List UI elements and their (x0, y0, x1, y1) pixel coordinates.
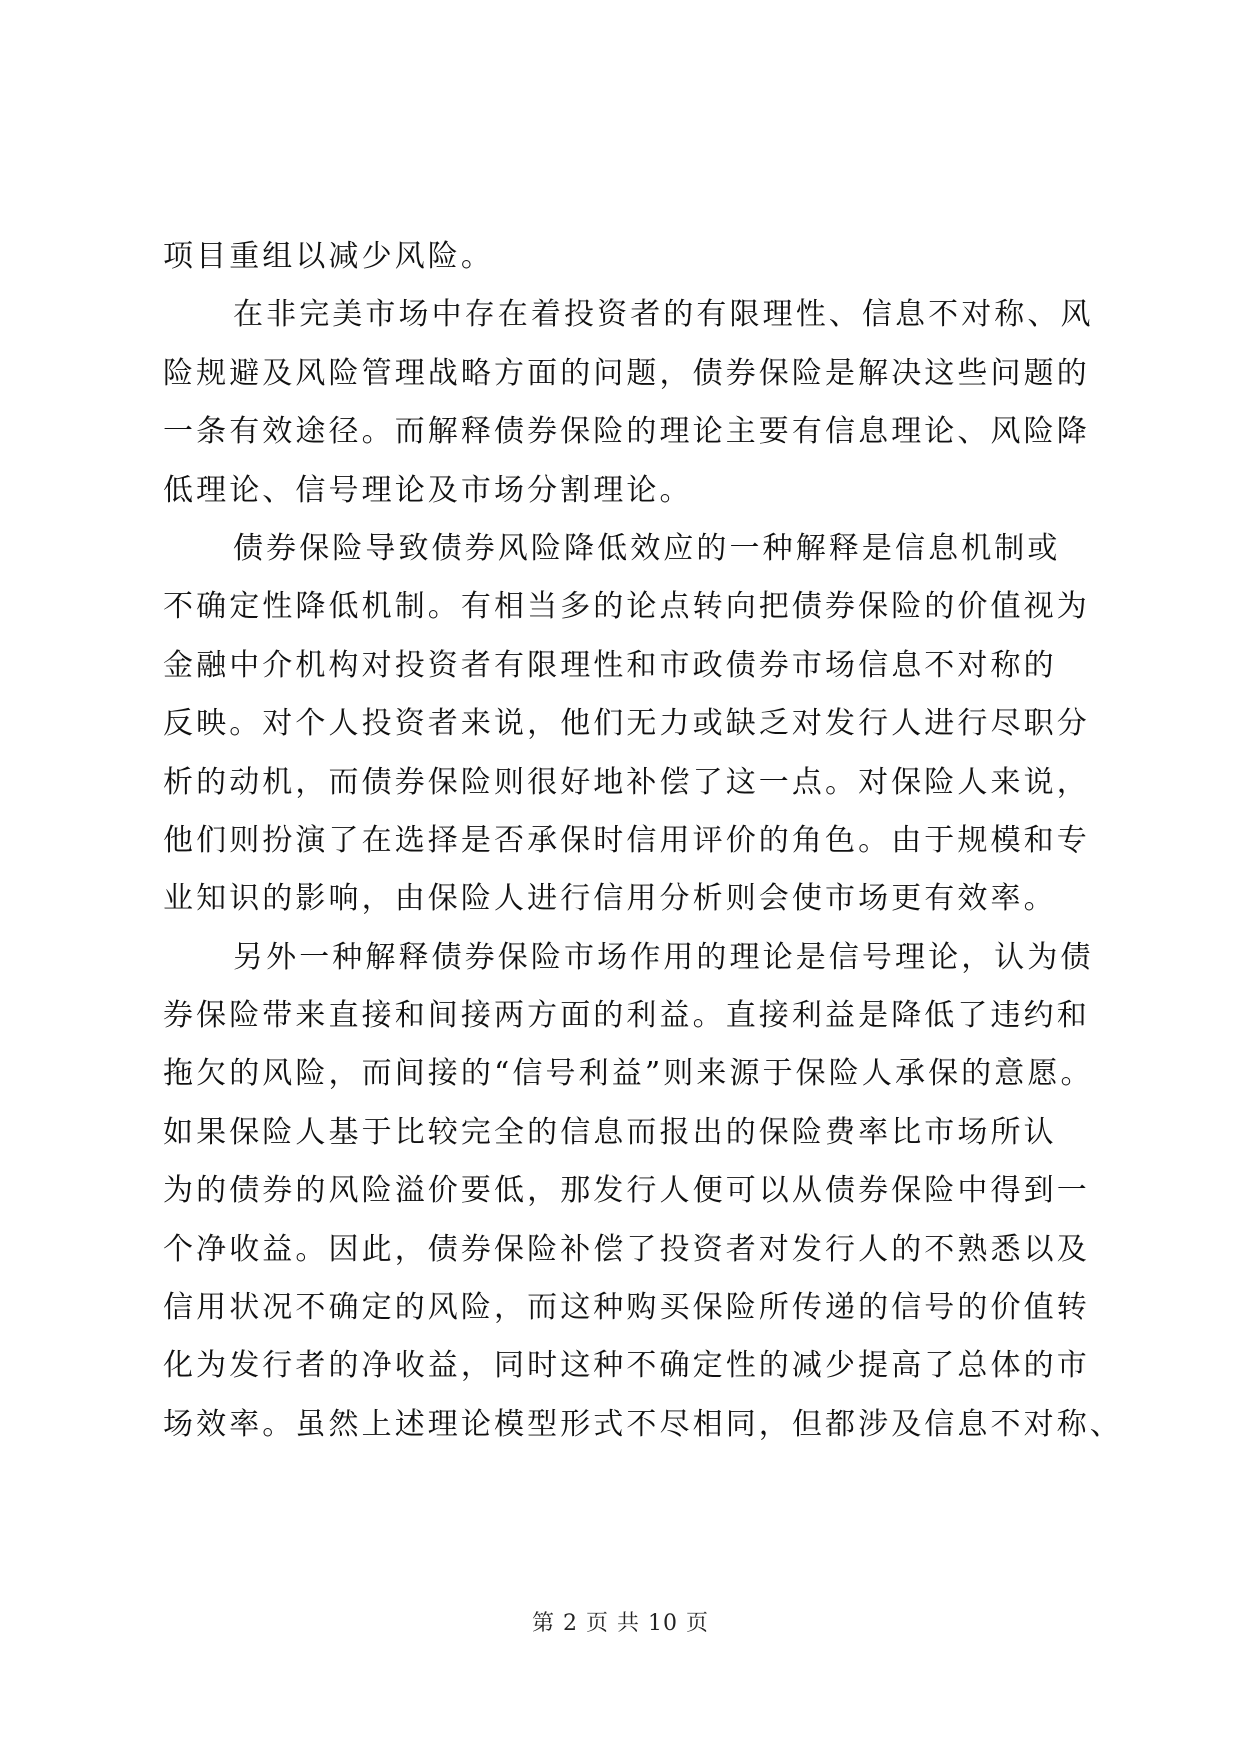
text-line: 项目重组以减少风险。 (163, 239, 494, 274)
text-line: 不确定性降低机制。有相当多的论点转向把债券保险的价值视为 (163, 589, 1090, 625)
text-line: 个净收益。因此，债券保险补偿了投资者对发行人的不熟悉以及 (163, 1231, 1090, 1267)
text-line: 一条有效途径。而解释债券保险的理论主要有信息理论、风险降 (163, 414, 1090, 450)
text-line: 为的债券的风险溢价要低，那发行人便可以从债券保险中得到一 (163, 1173, 1090, 1209)
text-line: 反映。对个人投资者来说，他们无力或缺乏对发行人进行尽职分 (163, 706, 1090, 742)
text-line: 业知识的影响，由保险人进行信用分析则会使市场更有效率。 (163, 881, 1057, 917)
text-line: 析的动机，而债券保险则很好地补偿了这一点。对保险人来说， (163, 764, 1090, 800)
text-line: 化为发行者的净收益，同时这种不确定性的减少提高了总体的市 (163, 1348, 1090, 1384)
text-line: 险规避及风险管理战略方面的问题，债券保险是解决这些问题的 (163, 355, 1090, 391)
document-body (163, 228, 1123, 1454)
text-line: 低理论、信号理论及市场分割理论。 (163, 472, 693, 508)
page-number-footer: 第 2 页 共 10 页 (532, 1611, 709, 1636)
paragraph-first-line: 债券保险导致债券风险降低效应的一种解释是信息机制或 (233, 530, 1061, 566)
text-line: 拖欠的风险，而间接的“信号利益”则来源于保险人承保的意愿。 (163, 1056, 1094, 1092)
text-line: 如果保险人基于比较完全的信息而报出的保险费率比市场所认 (163, 1114, 1057, 1150)
text-line: 场效率。虽然上述理论模型形式不尽相同，但都涉及信息不对称、 (163, 1406, 1123, 1442)
text-line: 信用状况不确定的风险，而这种购买保险所传递的信号的价值转 (163, 1290, 1090, 1326)
text-line: 他们则扮演了在选择是否承保时信用评价的角色。由于规模和专 (163, 822, 1090, 858)
paragraph-first-line: 在非完美市场中存在着投资者的有限理性、信息不对称、风 (233, 297, 1094, 333)
text-line: 券保险带来直接和间接两方面的利益。直接利益是降低了违约和 (163, 998, 1090, 1034)
text-line: 金融中介机构对投资者有限理性和市政债券市场信息不对称的 (163, 647, 1057, 683)
paragraph-first-line: 另外一种解释债券保险市场作用的理论是信号理论，认为债 (233, 939, 1094, 975)
